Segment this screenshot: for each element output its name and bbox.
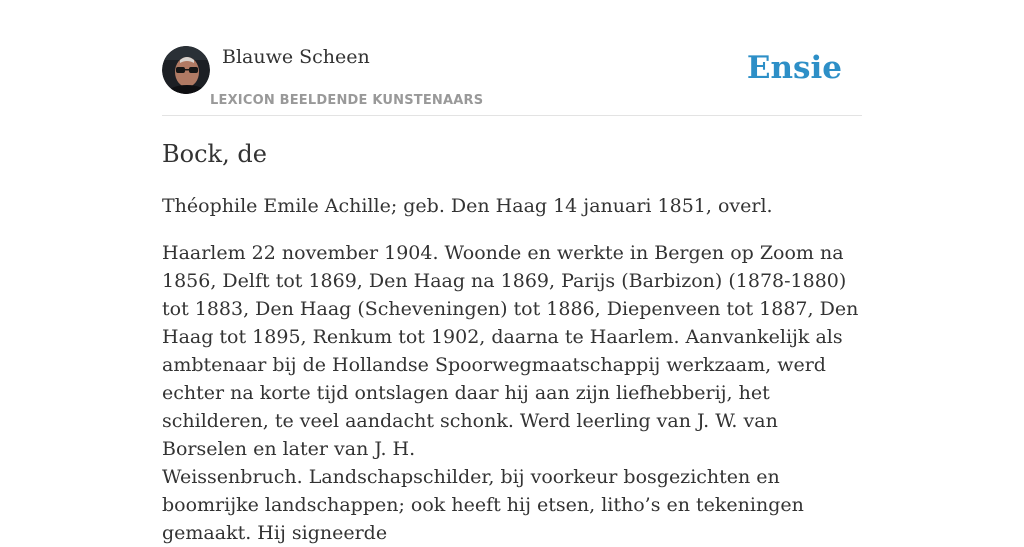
article-paragraph: Weissenbruch. Landschapschilder, bij voorkeur bosgezichten en boomrijke landschappen; ook heeft hij etsen, litho’s en tekeningen gemaakt. Hij signeerde — [162, 466, 804, 544]
brand-logo[interactable]: Ensie — [746, 50, 842, 86]
author-avatar[interactable] — [162, 46, 210, 94]
collection-link[interactable]: LEXICON BEELDENDE KUNSTENAARS — [210, 93, 484, 108]
article-paragraph: Théophile Emile Achille; geb. Den Haag 14 januari 1851, overl. — [162, 195, 773, 217]
author-name[interactable]: Blauwe Scheen — [222, 46, 370, 68]
article-paragraph: Haarlem 22 november 1904. Woonde en werkte in Bergen op Zoom na 1856, Delft tot 1869, Den Haag na 1869, Parijs (Barbizon) (1878-1880) tot 1883, Den Haag (Scheveningen) tot 1886, Diepenveen tot 1887, Den Haag tot 1895, Renkum tot 1902, daarna te Haarlem. Aanvankelijk als ambtenaar bij de Hollandse Spoorwegmaatschappij werkzaam, werd echter na korte tijd ontslagen daar hij aan zijn liefhebberij, het schilderen, te veel aandacht schonk. Werd leerling van J. W. van Borselen en later van J. H. — [162, 242, 859, 460]
article-header — [162, 0, 862, 116]
article-title: Bock, de — [162, 140, 267, 168]
article-card — [162, 0, 862, 544]
